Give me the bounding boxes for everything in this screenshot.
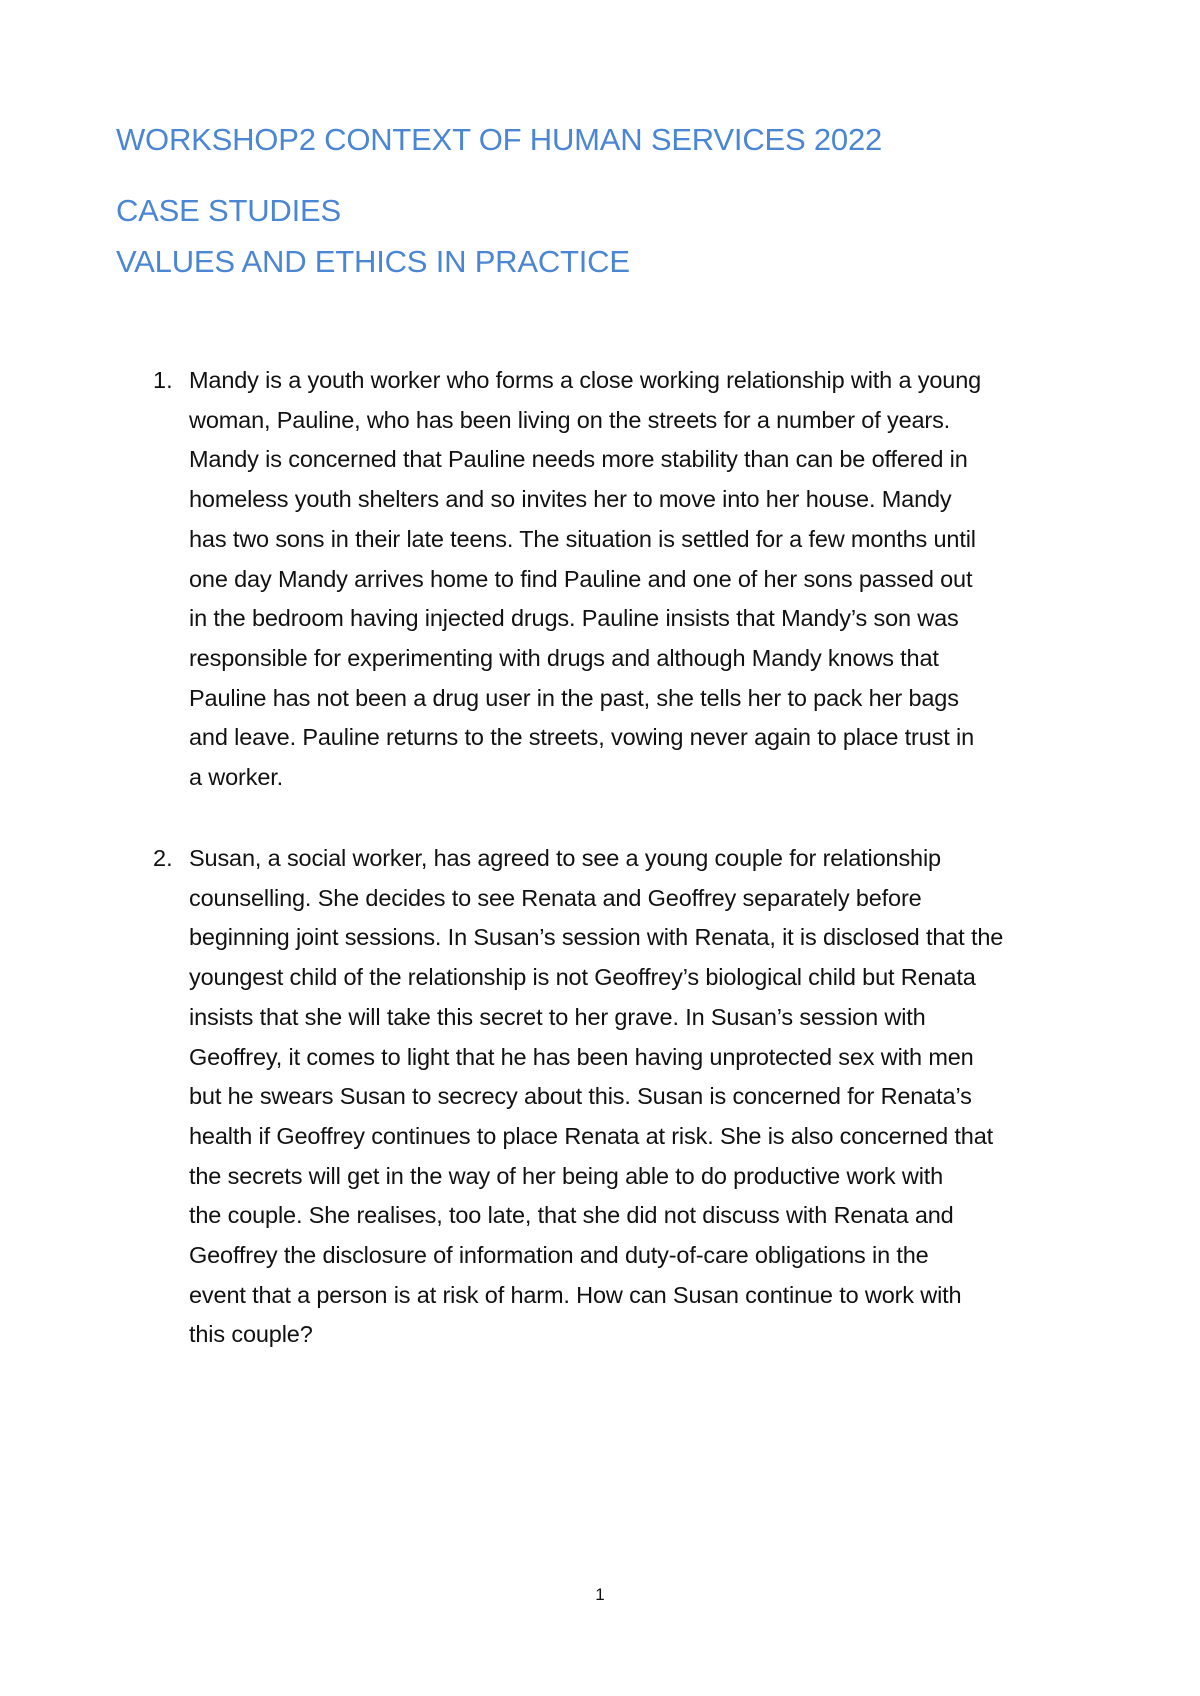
case-study-number: 2.	[153, 845, 173, 871]
text-line: counselling. She decides to see Renata and Geoffrey separately before	[189, 884, 922, 911]
section-heading-values-ethics: VALUES AND ETHICS IN PRACTICE	[116, 244, 630, 279]
text-line: Mandy is concerned that Pauline needs more stability than can be offered in	[189, 446, 968, 473]
text-line: a worker.	[189, 764, 283, 791]
text-line: responsible for experimenting with drugs and although Mandy knows that	[189, 644, 939, 671]
case-study-text	[189, 839, 1109, 1355]
case-study-text	[189, 361, 1109, 798]
text-line: Pauline has not been a drug user in the past, she tells her to pack her bags	[189, 684, 959, 711]
text-line: and leave. Pauline returns to the streets, vowing never again to place trust in	[189, 724, 975, 751]
text-line: homeless youth shelters and so invites her to move into her house. Mandy	[189, 486, 952, 513]
case-study-number: 1.	[153, 367, 173, 393]
page-number: 1	[595, 1585, 605, 1604]
text-line: youngest child of the relationship is not Geoffrey’s biological child but Renata	[189, 964, 976, 991]
text-line: event that a person is at risk of harm. How can Susan continue to work with	[189, 1281, 962, 1308]
document-title: WORKSHOP2 CONTEXT OF HUMAN SERVICES 2022	[116, 122, 883, 157]
section-heading-case-studies: CASE STUDIES	[116, 193, 341, 228]
text-line: Geoffrey, it comes to light that he has been having unprotected sex with men	[189, 1043, 974, 1070]
text-line: one day Mandy arrives home to find Pauline and one of her sons passed out	[189, 565, 973, 592]
text-line: but he swears Susan to secrecy about this. Susan is concerned for Renata’s	[189, 1083, 972, 1110]
text-line: health if Geoffrey continues to place Renata at risk. She is also concerned that	[189, 1122, 994, 1149]
text-line: the secrets will get in the way of her being able to do productive work with	[189, 1162, 944, 1189]
text-line: beginning joint sessions. In Susan’s session with Renata, it is disclosed that the	[189, 924, 1004, 951]
text-line: has two sons in their late teens. The situation is settled for a few months until	[189, 525, 976, 552]
text-line: Geoffrey the disclosure of information and duty-of-care obligations in the	[189, 1242, 929, 1269]
text-line: Susan, a social worker, has agreed to see a young couple for relationship	[189, 845, 941, 871]
text-line: the couple. She realises, too late, that she did not discuss with Renata and	[189, 1202, 954, 1229]
text-line: woman, Pauline, who has been living on the streets for a number of years.	[189, 406, 951, 433]
text-line: Mandy is a youth worker who forms a close working relationship with a young	[189, 367, 982, 393]
text-line: this couple?	[189, 1321, 313, 1348]
text-line: insists that she will take this secret to her grave. In Susan’s session with	[189, 1003, 926, 1030]
text-line: in the bedroom having injected drugs. Pauline insists that Mandy’s son was	[189, 605, 959, 632]
